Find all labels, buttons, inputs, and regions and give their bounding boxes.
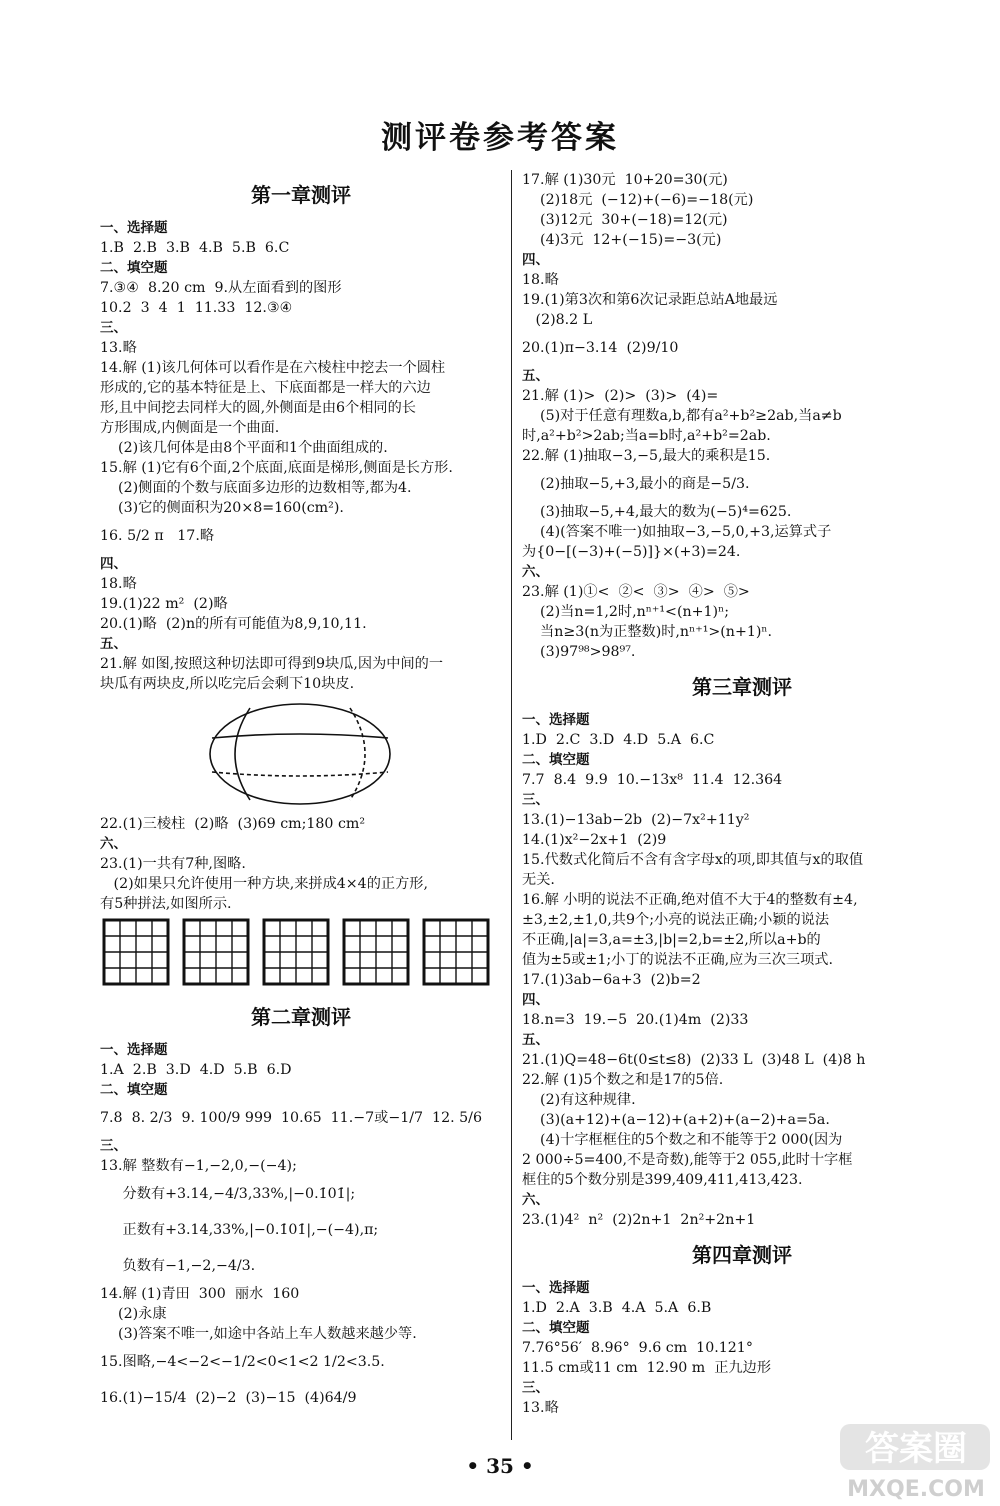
answer-line: (2)有这种规律. <box>522 1092 636 1108</box>
answer-line: (4)十字框框住的5个数之和不能等于2 000(因为 <box>522 1132 843 1148</box>
answer-line: (2)该几何体是由8个平面和1个曲面组成的. <box>100 440 388 456</box>
tiling-grids <box>100 914 502 992</box>
column-divider <box>511 170 512 1440</box>
section-heading: 三、 <box>522 1380 549 1396</box>
answer-line: 13.解 整数有−1,−2,0,−(−4); <box>100 1158 297 1174</box>
answer-line: 框住的5个数分别是399,409,411,413,423. <box>522 1172 803 1188</box>
answer-line: 不正确,|a|=3,a=±3,|b|=2,b=±2,所以a+b的 <box>522 932 821 948</box>
answer-line: 为{0−[(−3)+(−5)]}×(+3)=24. <box>522 544 741 560</box>
chapter-heading: 第一章测评 <box>251 183 351 207</box>
section-heading: 六、 <box>522 1192 549 1208</box>
answer-line: 1.D 2.A 3.B 4.A 5.A 6.B <box>522 1300 712 1316</box>
answer-line: 形成的,它的基本特征是上、下底面都是一样大的六边 <box>100 380 431 396</box>
answer-line: 19.(1)22 m² (2)略 <box>100 596 228 612</box>
section-heading: 四、 <box>522 252 549 268</box>
answer-line: (2)8.2 L <box>522 312 593 328</box>
page-title: 测评卷参考答案 <box>381 120 619 156</box>
answer-line: 22.解 (1)5个数之和是17的5倍. <box>522 1072 724 1088</box>
answer-line: 14.解 (1)青田 300 丽水 160 <box>100 1286 300 1302</box>
melon-cut-figure <box>100 694 502 814</box>
chapter-heading: 第三章测评 <box>692 675 792 699</box>
answer-line: 20.(1)π−3.14 (2)9/10 <box>522 340 679 356</box>
left-column <box>100 170 502 1416</box>
answer-line: 13.(1)−13ab−2b (2)−7x²+11y² <box>522 812 750 828</box>
answer-line: 无关. <box>522 872 555 888</box>
tiling-grid <box>184 920 248 984</box>
chapter-heading: 第四章测评 <box>692 1243 792 1267</box>
answer-line: 当n≥3(n为正整数)时,nⁿ⁺¹>(n+1)ⁿ. <box>522 624 773 640</box>
answer-line: 23.解 (1)①< ②< ③> ④> ⑤> <box>522 584 750 600</box>
svg-text:MXQE.COM: MXQE.COM <box>847 1477 985 1502</box>
tiling-grid <box>424 920 488 984</box>
section-heading: 二、填空题 <box>100 260 168 276</box>
section-heading: 三、 <box>522 792 549 808</box>
svg-text:答案圈: 答案圈 <box>865 1429 967 1469</box>
answer-line: (2)18元 (−12)+(−6)=−18(元) <box>522 192 754 208</box>
answer-line: (3)答案不唯一,如途中各站上车人数越来越少等. <box>100 1326 417 1342</box>
section-heading: 三、 <box>100 1138 127 1154</box>
answer-line: 2 000÷5=400,不是奇数),能等于2 055,此时十字框 <box>522 1152 853 1168</box>
answer-line: 15.代数式化简后不含有含字母x的项,即其值与x的取值 <box>522 852 864 868</box>
answer-line: 23.(1)4² n² (2)2n+1 2n²+2n+1 <box>522 1212 756 1228</box>
answer-line: 18.略 <box>522 272 559 288</box>
answer-line: (2)侧面的个数与底面多边形的边数相等,都为4. <box>100 480 412 496</box>
answer-line: (2)如果只允许使用一种方块,来拼成4×4的正方形, <box>100 876 428 892</box>
tiling-grid <box>104 920 168 984</box>
answer-line: (2)永康 <box>100 1306 167 1322</box>
answer-line: 16.(1)−15/4 (2)−2 (3)−15 (4)64/9 <box>100 1390 357 1406</box>
answer-line: 16.解 小明的说法不正确,绝对值不大于4的整数有±4, <box>522 892 858 908</box>
section-heading: 五、 <box>522 1032 549 1048</box>
answer-line: 21.(1)Q=48−6t(0≤t≤8) (2)33 L (3)48 L (4)8 h <box>522 1052 866 1068</box>
section-heading: 六、 <box>100 836 127 852</box>
answer-line: 11.5 cm或11 cm 12.90 m 正九边形 <box>522 1360 772 1376</box>
answer-line: 22.(1)三棱柱 (2)略 (3)69 cm;180 cm² <box>100 816 366 832</box>
tiling-grid <box>344 920 408 984</box>
section-heading: 一、选择题 <box>100 1042 168 1058</box>
answer-line: 方形围成,内侧面是一个曲面. <box>100 420 280 436</box>
answer-line: 1.D 2.C 3.D 4.D 5.A 6.C <box>522 732 715 748</box>
tiling-grids-figure <box>100 914 502 992</box>
answer-line: 正数有+3.14,33%,|−0.1̇01̇|,−(−4),π; <box>100 1222 379 1238</box>
answer-line: 7.8 8. 2/3 9. 100/9 999 10.65 11.−7或−1/7 12. 5/6 <box>100 1110 482 1126</box>
answer-line: 21.解 (1)> (2)> (3)> (4)= <box>522 388 719 404</box>
answer-line: (5)对于任意有理数a,b,都有a²+b²≥2ab,当a≠b <box>522 408 842 424</box>
answer-line: (3)(a+12)+(a−12)+(a+2)+(a−2)+a=5a. <box>522 1112 830 1128</box>
answer-line: (3)抽取−5,+4,最大的数为(−5)⁴=625. <box>522 504 792 520</box>
section-heading: 四、 <box>522 992 549 1008</box>
answer-line: 17.(1)3ab−6a+3 (2)b=2 <box>522 972 701 988</box>
section-heading: 三、 <box>100 320 127 336</box>
answer-line: 14.(1)x²−2x+1 (2)9 <box>522 832 667 848</box>
chapter-heading: 第二章测评 <box>251 1005 351 1029</box>
section-heading: 一、选择题 <box>100 220 168 236</box>
answer-line: (3)12元 30+(−18)=12(元) <box>522 212 728 228</box>
answer-line: 23.(1)一共有7种,图略. <box>100 856 246 872</box>
answer-line: ±3,±2,±1,0,共9个;小亮的说法正确;小颖的说法 <box>522 912 830 928</box>
section-heading: 一、选择题 <box>522 712 590 728</box>
answer-line: (3)它的侧面积为20×8=160(cm²). <box>100 500 344 516</box>
watermark-logo <box>836 1418 996 1504</box>
answer-line: 19.(1)第3次和第6次记录距总站A地最远 <box>522 292 778 308</box>
section-heading: 五、 <box>100 636 127 652</box>
answer-line: 21.解 如图,按照这种切法即可得到9块瓜,因为中间的一 <box>100 656 444 672</box>
answer-line: 14.解 (1)该几何体可以看作是在六棱柱中挖去一个圆柱 <box>100 360 446 376</box>
answer-line: 13.略 <box>522 1400 559 1416</box>
melon-diagram <box>100 694 502 814</box>
answer-line: (2)当n=1,2时,nⁿ⁺¹<(n+1)ⁿ; <box>522 604 729 620</box>
answer-line: 15.解 (1)它有6个面,2个底面,底面是梯形,侧面是长方形. <box>100 460 453 476</box>
answer-line: 15.图略,−4<−2<−1/2<0<1<2 1/2<3.5. <box>100 1354 385 1370</box>
answer-line: 18.n=3 19.−5 20.(1)4m (2)33 <box>522 1012 749 1028</box>
answer-line: (3)97⁹⁸>98⁹⁷. <box>522 644 636 660</box>
right-column <box>522 170 962 1418</box>
section-heading: 六、 <box>522 564 549 580</box>
page-number: • 35 • <box>466 1454 534 1478</box>
answer-line: 负数有−1,−2,−4/3. <box>100 1258 256 1274</box>
tiling-grid <box>264 920 328 984</box>
answer-line: 13.略 <box>100 340 137 356</box>
answer-line: 7.76°56′ 8.96° 9.6 cm 10.121° <box>522 1340 753 1356</box>
answer-line: 7.7 8.4 9.9 10.−13x⁸ 11.4 12.364 <box>522 772 783 788</box>
answer-line: 22.解 (1)抽取−3,−5,最大的乘积是15. <box>522 448 771 464</box>
section-heading: 二、填空题 <box>522 752 590 768</box>
answer-line: (4)(答案不唯一)如抽取−3,−5,0,+3,运算式子 <box>522 524 832 540</box>
section-heading: 五、 <box>522 368 549 384</box>
section-heading: 四、 <box>100 556 127 572</box>
answer-line: 10.2 3 4 1 11.33 12.③④ <box>100 300 293 316</box>
answer-line: 时,a²+b²>2ab;当a=b时,a²+b²=2ab. <box>522 428 771 444</box>
section-heading: 二、填空题 <box>100 1082 168 1098</box>
answer-line: 值为±5或±1;小丁的说法不正确,应为三次三项式. <box>522 952 834 968</box>
answer-line: 1.B 2.B 3.B 4.B 5.B 6.C <box>100 240 290 256</box>
answer-line: 分数有+3.14,−4/3,33%,|−0.1̇01̇|; <box>100 1186 356 1202</box>
answer-line: 块瓜有两块皮,所以吃完后会剩下10块皮. <box>100 676 355 692</box>
answer-line: 形,且中间挖去同样大的圆,外侧面是由6个相同的长 <box>100 400 416 416</box>
answer-line: 17.解 (1)30元 10+20=30(元) <box>522 172 728 188</box>
section-heading: 二、填空题 <box>522 1320 590 1336</box>
answer-line: 7.③④ 8.20 cm 9.从左面看到的图形 <box>100 280 342 296</box>
answer-line: 有5种拼法,如图所示. <box>100 896 232 912</box>
answer-line: 18.略 <box>100 576 137 592</box>
answer-line: 16. 5/2 π 17.略 <box>100 528 215 544</box>
answer-line: 1.A 2.B 3.D 4.D 5.B 6.D <box>100 1062 292 1078</box>
section-heading: 一、选择题 <box>522 1280 590 1296</box>
answer-line: 20.(1)略 (2)n的所有可能值为8,9,10,11. <box>100 616 367 632</box>
answer-line: (2)抽取−5,+3,最小的商是−5/3. <box>522 476 750 492</box>
answer-line: (4)3元 12+(−15)=−3(元) <box>522 232 722 248</box>
